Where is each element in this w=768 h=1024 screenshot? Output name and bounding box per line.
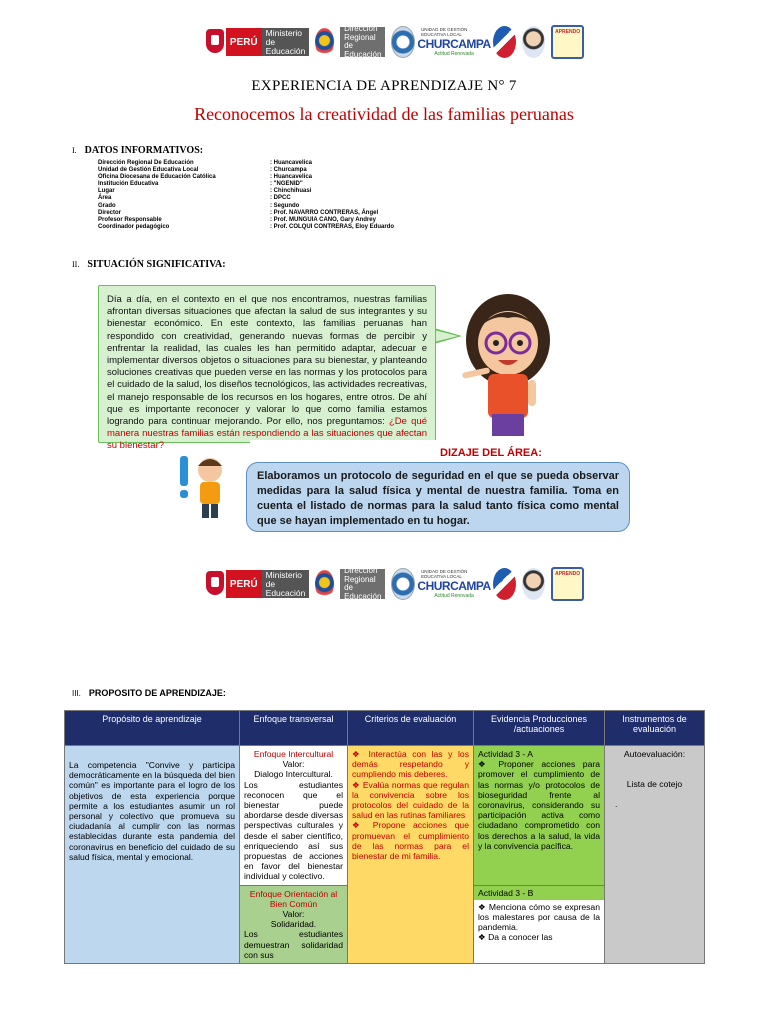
info-row bbox=[98, 195, 394, 202]
criterios-cell: ❖ Interactúa con las y los demás respetando y cumpliendo mis deberes. ❖ Evalúa normas que regulan la convivencia sobre los protocolos del cuidado de la salud en las rutinas familiares ❖ Propone acciones que promuevan el cumplimiento de las normas para el bienestar de mi familia. bbox=[348, 746, 474, 964]
ugel-logo: UNIDAD DE GESTIÓN EDUCATIVA LOCAL CHURCAMPA Actitud Renovada bbox=[417, 27, 491, 57]
reto-box: Elaboramos un protocolo de seguridad en el que se pueda observar medidas para la salud física y mental de nuestra familia. Toma en cuenta el listado de normas para la salud tanto física como mental que se hayan implementado en tu hogar. bbox=[246, 462, 630, 532]
bullet-icon: ❖ bbox=[352, 779, 363, 790]
info-value: : Prof. NAVARRO CONTRERAS, Ángel bbox=[270, 209, 379, 216]
section2-heading: II. SITUACIÓN SIGNIFICATIVA: bbox=[72, 259, 226, 270]
sports-ball-icon bbox=[493, 26, 516, 58]
info-value: : Chinchihuasi bbox=[270, 188, 312, 195]
peru-crest-icon bbox=[204, 569, 220, 599]
bullet-icon: ❖ bbox=[352, 820, 373, 831]
callout-tail-fill bbox=[434, 330, 458, 342]
info-label: Director bbox=[98, 209, 122, 216]
face-logo-icon bbox=[522, 568, 545, 600]
info-value: : "NGENID" bbox=[270, 181, 303, 188]
round-seal-icon bbox=[391, 26, 415, 58]
logo-strip-top bbox=[204, 24, 584, 60]
info-label: Lugar bbox=[98, 188, 115, 195]
emblem-icon bbox=[315, 28, 334, 56]
purpose-table bbox=[64, 710, 705, 964]
info-table bbox=[98, 160, 394, 231]
document-title: EXPERIENCIA DE APRENDIZAJE N° 7 bbox=[251, 78, 517, 94]
info-row bbox=[98, 210, 394, 217]
section1-heading: I. DATOS INFORMATIVOS: bbox=[72, 145, 204, 156]
info-label: Coordinador pedagógico bbox=[98, 223, 170, 230]
info-label: Profesor Responsable bbox=[98, 216, 162, 223]
info-row bbox=[98, 224, 394, 231]
info-row bbox=[98, 181, 394, 188]
situation-question: ¿De qué manera nuestras familias están respondiendo a las situaciones que afectan su bienestar? bbox=[107, 416, 428, 452]
aprendo-logo: APRENDO bbox=[551, 25, 584, 59]
info-value: : Prof. MUNGUIA CANO, Gary Andrey bbox=[270, 216, 376, 223]
bullet-icon: ❖ bbox=[478, 759, 499, 770]
info-label: Unidad de Gestión Educativa Local bbox=[98, 167, 199, 174]
info-label: Oficina Diocesana de Educación Católica bbox=[98, 174, 216, 181]
enfoque1-cell: Enfoque Intercultural Valor: Dialogo Intercultural. Los estudiantes reconocen que el bienestar puede abordarse desde diversas perspectivas culturales y desde el saber científico, enriqueciendo así sus propuestas de acciones en favor del bienestar individual y colectivo. bbox=[240, 746, 348, 886]
emblem-icon bbox=[315, 570, 334, 598]
bullet-icon: ❖ bbox=[478, 901, 489, 912]
header-evidencia: Evidencia Producciones /actuaciones bbox=[474, 711, 605, 746]
aprendo-logo: APRENDO bbox=[551, 567, 584, 601]
header-purpose: Propósito de aprendizaje bbox=[65, 711, 240, 746]
info-label: Área bbox=[98, 195, 112, 202]
enfoque2-cell: Enfoque Orientación al Bien Común Valor: Solidaridad. Los estudiantes demuestran solidaridad con sus bbox=[240, 885, 348, 963]
activity-b-cell: Actividad 3 - B ❖ Menciona cómo se expresan los malestares por causa de la pandemia. ❖ Da a conocer las bbox=[474, 885, 605, 963]
info-value: : Segundo bbox=[270, 202, 300, 209]
situation-callout: Día a día, en el contexto en el que nos encontramos, nuestras familias afrontan diversas situaciones que afectan la salud de sus integrantes y su bienestar económico. En este contexto, las familias peruanas han respondido con creatividad, generando nuevas formas de percibir y enfrentar la realidad, las cuales les han permitido adaptar, adecuar e implementar diversos objetos o situaciones para su bienestar, y planteando soluciones creativas que pueden verse en las normas y los protocolos para el cuidado de la salud, los diseños tecnológicos, las actividades recreativas, el manejo responsable de los recursos en los hogares, entre otros. De ahí que es importante reconocer y valorar lo que como familia estamos logrando para continuar mejorando. Por ello, nos preguntamos: ¿De qué manera nuestras familias están respondiendo a las situaciones que afectan su bienestar? bbox=[98, 285, 436, 443]
bullet-icon: ❖ bbox=[478, 932, 489, 943]
bullet-icon: ❖ bbox=[352, 749, 369, 759]
header-criterios: Criterios de evaluación bbox=[348, 711, 474, 746]
ugel-logo: UNIDAD DE GESTIÓN EDUCATIVA LOCAL CHURCAMPA Actitud Renovada bbox=[417, 569, 491, 599]
boy-illustration bbox=[176, 452, 236, 522]
document-subtitle: Reconocemos la creatividad de las familias peruanas bbox=[194, 104, 574, 124]
round-seal-icon bbox=[391, 568, 415, 600]
info-value: : DPCC bbox=[270, 195, 291, 202]
info-row bbox=[98, 188, 394, 195]
dre-logo: Dirección Regional de Educación bbox=[340, 27, 385, 57]
info-row bbox=[98, 174, 394, 181]
minedu-logo: PERÚ Ministerio de Educación bbox=[226, 570, 309, 598]
peru-crest-icon bbox=[204, 27, 220, 57]
header-enfoque: Enfoque transversal bbox=[240, 711, 348, 746]
instrumentos-cell: Autoevaluación: Lista de cotejo . bbox=[605, 746, 705, 964]
info-value: : Churcampa bbox=[270, 167, 307, 174]
minedu-logo: PERÚ Ministerio de Educación bbox=[226, 28, 309, 56]
sports-ball-icon bbox=[493, 568, 516, 600]
dre-logo: Dirección Regional de Educación bbox=[340, 569, 385, 599]
info-row bbox=[98, 217, 394, 224]
activity-a-cell: Actividad 3 - A ❖ Proponer acciones para promover el cumplimiento de las normas y/o protocolos de bioseguridad frente al coronavirus, considerando su participación activa como ciudadano comprometido con los derechos a la salud, la vida y la convivencia pacífica. bbox=[474, 746, 605, 886]
logo-strip-bottom bbox=[204, 566, 584, 602]
info-label: Institución Educativa bbox=[98, 181, 159, 188]
header-instrumentos: Instrumentos de evaluación bbox=[605, 711, 705, 746]
face-logo-icon bbox=[522, 26, 545, 58]
purpose-cell: La competencia "Convive y participa democráticamente en la búsqueda del bien común" es importante para el logro de los objetivos de esta experiencia porque permite a los estudiantes asumir un rol personal y colectivo que promueva su ciudadanía al cumplir con las normas establecidas durante esta pandemia del coronavirus en beneficio del cuidado de su salud física, mental y emocional. bbox=[65, 746, 240, 964]
section3-heading: III. PROPOSITO DE APRENDIZAJE: bbox=[72, 688, 226, 698]
info-value: : Prof. COLQUI CONTRERAS, Eloy Eduardo bbox=[270, 223, 395, 230]
info-row bbox=[98, 203, 394, 210]
reto-title: DIZAJE DEL ÁREA: bbox=[440, 447, 542, 459]
info-row bbox=[98, 160, 394, 167]
info-value: : Huancavelica bbox=[270, 160, 313, 166]
info-label: Dirección Regional De Educación bbox=[98, 160, 194, 166]
info-row bbox=[98, 167, 394, 174]
info-label: Grado bbox=[98, 202, 116, 209]
table-row bbox=[65, 746, 705, 886]
table-header-row bbox=[65, 711, 705, 746]
info-value: : Huancavelica bbox=[270, 174, 313, 181]
girl-illustration bbox=[452, 288, 562, 438]
